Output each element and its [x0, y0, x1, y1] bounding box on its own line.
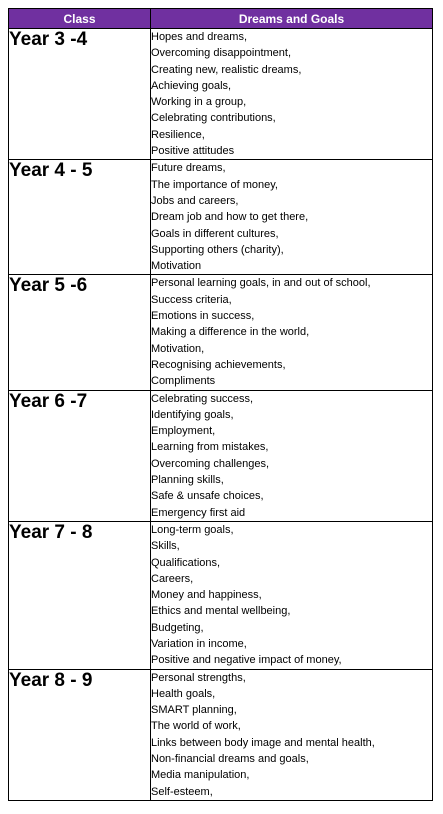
topic-item: Hopes and dreams,: [151, 31, 247, 43]
table-body: [9, 29, 433, 801]
topic-item: Positive and negative impact of money,: [151, 654, 342, 667]
topic-item: Positive attitudes: [151, 145, 235, 158]
header-row: [9, 9, 433, 29]
topic-item: The importance of money,: [151, 178, 278, 191]
year-label: Year 6 -7: [9, 390, 151, 521]
topic-item: Goals in different cultures,: [151, 227, 279, 240]
topic-item: Health goals,: [151, 687, 216, 700]
year-label: Year 3 -4: [9, 29, 151, 160]
topic-item: Media manipulation,: [151, 769, 250, 782]
topics-cell: [151, 669, 433, 800]
class-column-header: Class: [9, 9, 151, 29]
topic-list: [151, 522, 432, 669]
topic-item: Achieving goals,: [151, 79, 232, 92]
topic-list: [151, 670, 432, 800]
topic-item: Motivation,: [151, 342, 205, 355]
topic-item: Jobs and careers,: [151, 194, 239, 207]
topics-cell: [151, 29, 433, 160]
topic-item: Resilience,: [151, 128, 205, 141]
topic-item: Future dreams,: [151, 162, 226, 175]
topic-item: Employment,: [151, 425, 216, 438]
topics-column-header: Dreams and Goals: [151, 9, 433, 29]
topic-item: Identifying goals,: [151, 408, 234, 421]
topic-item: Emergency first aid: [151, 506, 246, 519]
year-label: Year 5 -6: [9, 275, 151, 390]
topic-item: SMART planning,: [151, 704, 237, 717]
topic-item: Personal learning goals, in and out of school,: [151, 277, 371, 290]
topic-item: Planning skills,: [151, 474, 224, 487]
topic-item: Skills,: [151, 540, 180, 553]
topics-cell: [151, 521, 433, 669]
topic-item: Overcoming disappointment,: [151, 47, 292, 60]
topic-item: Compliments: [151, 375, 216, 388]
table-row: [9, 521, 433, 669]
topic-list: [151, 29, 432, 159]
topic-item: The world of work,: [151, 720, 241, 733]
topic-item: Success criteria,: [151, 293, 232, 306]
topic-item: Dream job and how to get there,: [151, 211, 309, 224]
topic-item: Motivation: [151, 260, 202, 273]
topic-list: [151, 391, 432, 521]
topic-list: [151, 160, 432, 274]
topic-item: Supporting others (charity),: [151, 243, 284, 256]
table-row: [9, 275, 433, 390]
topic-item: Qualifications,: [151, 556, 221, 569]
table-row: [9, 390, 433, 521]
topics-cell: [151, 275, 433, 390]
topic-item: Learning from mistakes,: [151, 441, 269, 454]
table-row: [9, 669, 433, 800]
topic-item: Non-financial dreams and goals,: [151, 753, 309, 766]
topic-item: Safe & unsafe choices,: [151, 490, 264, 503]
topic-item: Ethics and mental wellbeing,: [151, 605, 291, 618]
table-row: [9, 160, 433, 275]
topic-list: [151, 275, 432, 389]
table-row: [9, 29, 433, 160]
topic-item: Careers,: [151, 572, 194, 585]
topic-item: Making a difference in the world,: [151, 326, 310, 339]
topic-item: Emotions in success,: [151, 310, 255, 323]
topics-cell: [151, 160, 433, 275]
topics-cell: [151, 390, 433, 521]
topic-item: Money and happiness,: [151, 589, 262, 602]
topic-item: Celebrating success,: [151, 392, 254, 405]
topic-item: Self-esteem,: [151, 785, 213, 798]
topic-item: Budgeting,: [151, 621, 204, 634]
topic-item: Creating new, realistic dreams,: [151, 63, 302, 76]
topic-item: Working in a group,: [151, 96, 247, 109]
year-label: Year 7 - 8: [9, 521, 151, 669]
topic-item: Recognising achievements,: [151, 358, 286, 371]
topic-item: Personal strengths,: [151, 671, 246, 684]
curriculum-table: [8, 8, 433, 801]
topic-item: Links between body image and mental health,: [151, 736, 375, 749]
topic-item: Variation in income,: [151, 637, 247, 650]
topic-item: Celebrating contributions,: [151, 112, 276, 125]
year-label: Year 4 - 5: [9, 160, 151, 275]
year-label: Year 8 - 9: [9, 669, 151, 800]
topic-item: Overcoming challenges,: [151, 457, 270, 470]
topic-item: Long-term goals,: [151, 523, 234, 536]
